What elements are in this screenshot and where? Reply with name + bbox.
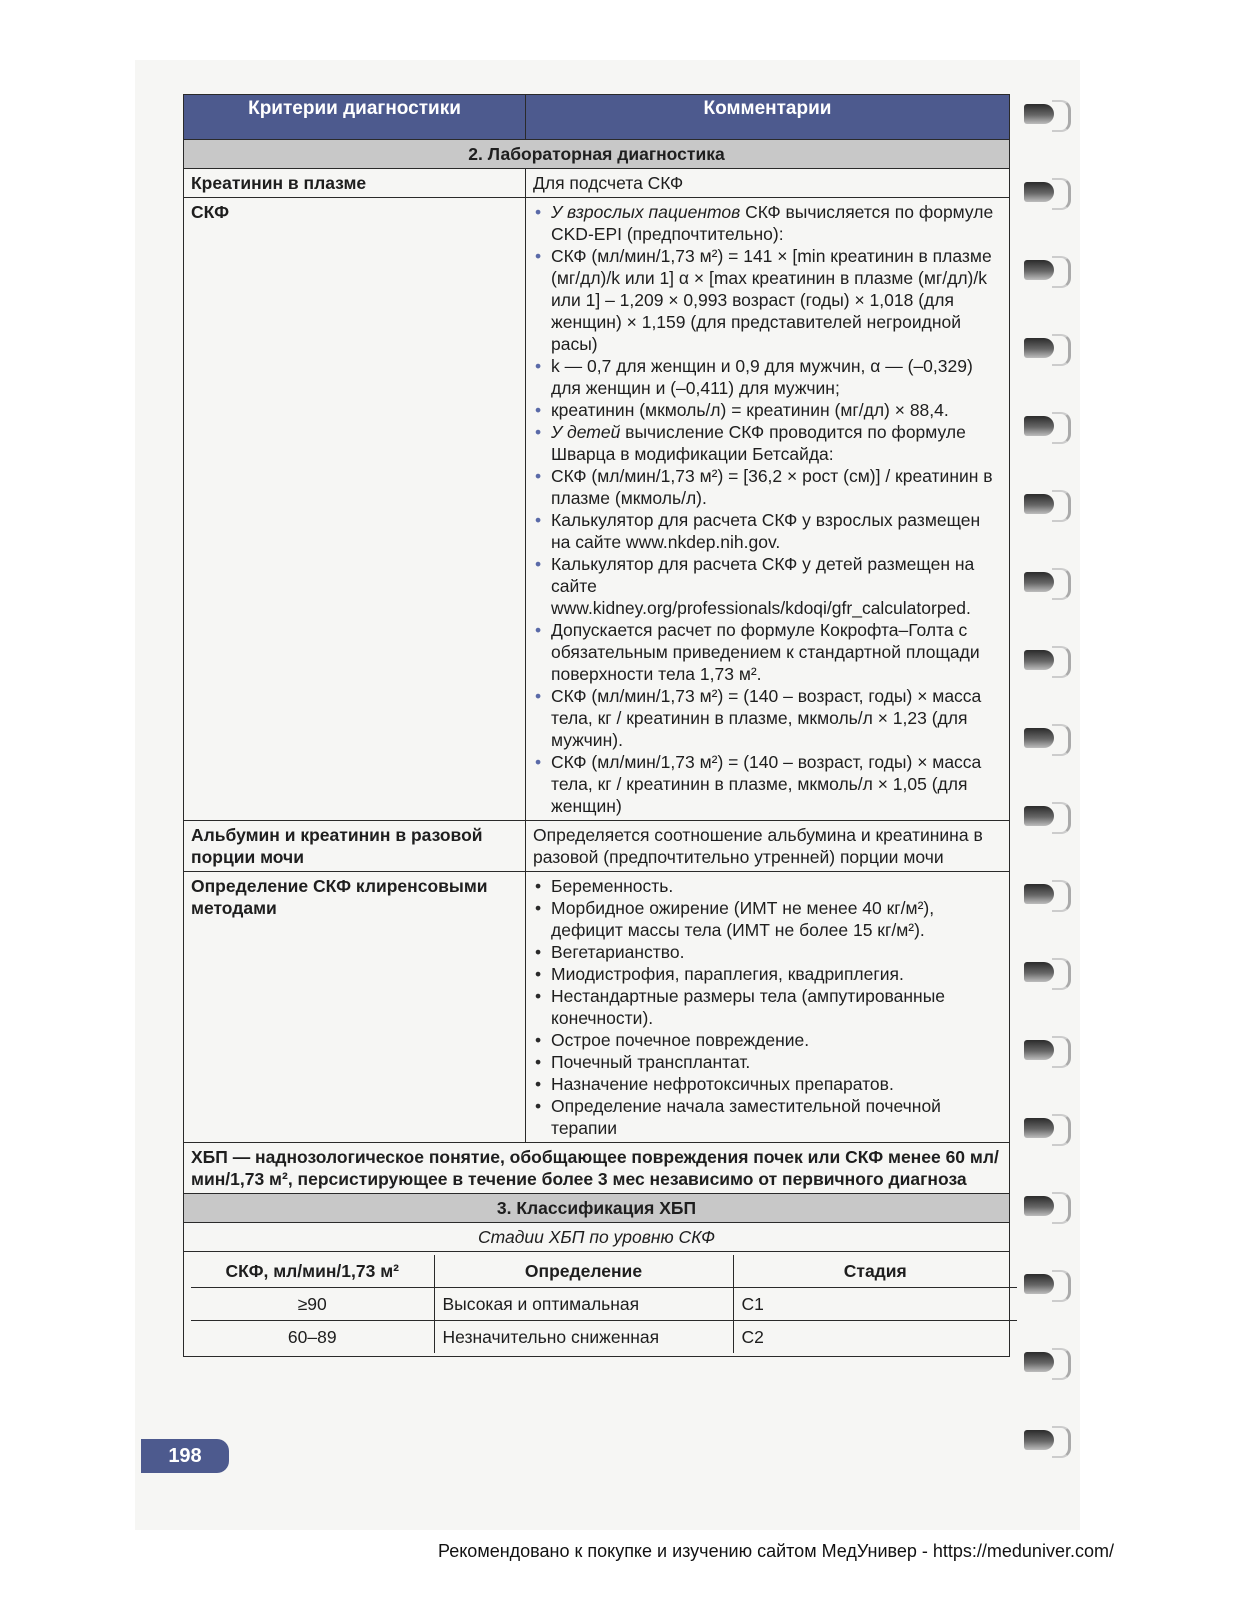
ckd-stages-table: [191, 1255, 1017, 1353]
section-2-title: 2. Лабораторная диагностика: [184, 140, 1010, 169]
diagnostic-criteria-table: [183, 94, 1010, 1357]
table-row: [184, 821, 1010, 872]
bullet-text: креатинин (мкмоль/л) = креатинин (мг/дл) × 88,4.: [551, 400, 949, 420]
spiral-coil: [1018, 410, 1070, 444]
spiral-binding: [1018, 98, 1074, 1498]
stage-code: С1: [733, 1288, 1017, 1321]
list-item: • Морбидное ожирение (ИМТ не менее 40 кг/м²), дефицит массы тела (ИМТ не более 15 кг/м²).: [533, 897, 1002, 941]
spiral-coil: [1018, 98, 1070, 132]
comment-cell: [526, 872, 1010, 1143]
stage-code: С2: [733, 1321, 1017, 1354]
list-item: [533, 421, 1002, 465]
stages-subtitle: Стадии ХБП по уровню СКФ: [184, 1223, 1010, 1252]
list-item: [533, 355, 1002, 399]
spiral-coil: [1018, 1034, 1070, 1068]
list-item: [533, 553, 1002, 619]
col-header-criteria: Критерии диагностики: [184, 95, 526, 140]
ckd-definition: ХБП — наднозологическое понятие, обобщающее повреждения почек или СКФ менее 60 мл/мин/1,73 м², персистирующее в течение более 3 мес независимо от первичного диагноза: [184, 1143, 1010, 1194]
stage-definition: Высокая и оптимальная: [434, 1288, 733, 1321]
italic-lead: У детей: [551, 422, 621, 442]
list-item: [533, 399, 1002, 421]
list-item: [533, 245, 1002, 355]
gfr-value: 60–89: [191, 1321, 434, 1354]
bullet-text: Калькулятор для расчета СКФ у взрослых размещен на сайте www.nkdep.nih.gov.: [551, 510, 981, 552]
table-row: [184, 872, 1010, 1143]
stages-col-stage: Стадия: [733, 1255, 1017, 1288]
criterion-cell: Определение СКФ клиренсовыми методами: [184, 872, 526, 1143]
bullet-text: СКФ (мл/мин/1,73 м²) = 141 × [min креатинин в плазме (мг/дл)/k или 1] α × [max креатинин в плазме (мг/дл)/k или 1] – 1,209 × 0,993 возраст (годы) × 1,018 (для женщин) × 1,159 (для представителей негроидной расы): [551, 246, 992, 354]
comment-cell: [526, 198, 1010, 821]
stages-container: [184, 1252, 1010, 1357]
table-header-row: [184, 95, 1010, 140]
table-row: [191, 1321, 1017, 1354]
list-item: • Почечный трансплантат.: [533, 1051, 1002, 1073]
stages-row: [184, 1252, 1010, 1357]
list-item: [533, 685, 1002, 751]
bullet-text: Допускается расчет по формуле Кокрофта–Голта с обязательным приведением к стандартной площади поверхности тела 1,73 м².: [551, 620, 980, 684]
spiral-coil: [1018, 1346, 1070, 1380]
criterion-cell: Альбумин и креатинин в разовой порции мочи: [184, 821, 526, 872]
stages-header-row: [191, 1255, 1017, 1288]
spiral-coil: [1018, 176, 1070, 210]
list-item: [533, 751, 1002, 817]
spiral-coil: [1018, 488, 1070, 522]
clearance-bullet-list: [533, 875, 1002, 1139]
stages-col-definition: Определение: [434, 1255, 733, 1288]
spiral-coil: [1018, 1190, 1070, 1224]
spiral-coil: [1018, 956, 1070, 990]
criterion-cell: Креатинин в плазме: [184, 169, 526, 198]
spiral-coil: [1018, 800, 1070, 834]
gfr-value: ≥90: [191, 1288, 434, 1321]
list-item: [533, 619, 1002, 685]
section-row: [184, 1194, 1010, 1223]
spiral-coil: [1018, 566, 1070, 600]
list-item: [533, 509, 1002, 553]
list-item: • Беременность.: [533, 875, 1002, 897]
stages-col-gfr: СКФ, мл/мин/1,73 м²: [191, 1255, 434, 1288]
bullet-text: СКФ (мл/мин/1,73 м²) = (140 – возраст, годы) × масса тела, кг / креатинин в плазме, мкмоль/л × 1,05 (для женщин): [551, 752, 982, 816]
table-row: [191, 1288, 1017, 1321]
stage-definition: Незначительно сниженная: [434, 1321, 733, 1354]
comment-cell: Определяется соотношение альбумина и креатинина в разовой (предпочтительно утренней) порции мочи: [526, 821, 1010, 872]
subheading-row: [184, 1223, 1010, 1252]
spiral-coil: [1018, 644, 1070, 678]
bullet-text: Калькулятор для расчета СКФ у детей размещен на сайте www.kidney.org/professionals/kdoqi/gfr_calculatorped.: [551, 554, 975, 618]
list-item: [533, 201, 1002, 245]
table-row: [184, 198, 1010, 821]
bullet-text: СКФ (мл/мин/1,73 м²) = [36,2 × рост (см)] / креатинин в плазме (мкмоль/л).: [551, 466, 993, 508]
table-row: [184, 169, 1010, 198]
bullet-text: СКФ вычисляется по формуле CKD-EPI (предпочтительно):: [551, 202, 994, 244]
list-item: • Миодистрофия, параплегия, квадриплегия.: [533, 963, 1002, 985]
section-row: [184, 140, 1010, 169]
gfr-bullet-list: [533, 201, 1002, 817]
spiral-coil: [1018, 332, 1070, 366]
spiral-coil: [1018, 722, 1070, 756]
criterion-cell: СКФ: [184, 198, 526, 821]
list-item: • Острое почечное повреждение.: [533, 1029, 1002, 1051]
comment-cell: Для подсчета СКФ: [526, 169, 1010, 198]
spiral-coil: [1018, 254, 1070, 288]
spiral-coil: [1018, 1424, 1070, 1458]
spiral-coil: [1018, 1112, 1070, 1146]
italic-lead: У взрослых пациентов: [551, 202, 741, 222]
bullet-text: СКФ (мл/мин/1,73 м²) = (140 – возраст, годы) × масса тела, кг / креатинин в плазме, мкмоль/л × 1,23 (для мужчин).: [551, 686, 982, 750]
section-3-title: 3. Классификация ХБП: [184, 1194, 1010, 1223]
footer-text: Рекомендовано к покупке и изучению сайтом МедУнивер - https://meduniver.com/: [438, 1541, 1114, 1561]
spiral-coil: [1018, 878, 1070, 912]
spiral-coil: [1018, 1268, 1070, 1302]
list-item: • Назначение нефротоксичных препаратов.: [533, 1073, 1002, 1095]
list-item: • Вегетарианство.: [533, 941, 1002, 963]
col-header-comments: Комментарии: [526, 95, 1010, 140]
list-item: • Определение начала заместительной почечной терапии: [533, 1095, 1002, 1139]
bullet-text: вычисление СКФ проводится по формуле Шварца в модификации Бетсайда:: [551, 422, 966, 464]
ckd-definition-row: [184, 1143, 1010, 1194]
page-number: 198: [141, 1439, 229, 1473]
list-item: [533, 465, 1002, 509]
bullet-text: k — 0,7 для женщин и 0,9 для мужчин, α — (–0,329) для женщин и (–0,411) для мужчин;: [551, 356, 973, 398]
list-item: • Нестандартные размеры тела (ампутированные конечности).: [533, 985, 1002, 1029]
